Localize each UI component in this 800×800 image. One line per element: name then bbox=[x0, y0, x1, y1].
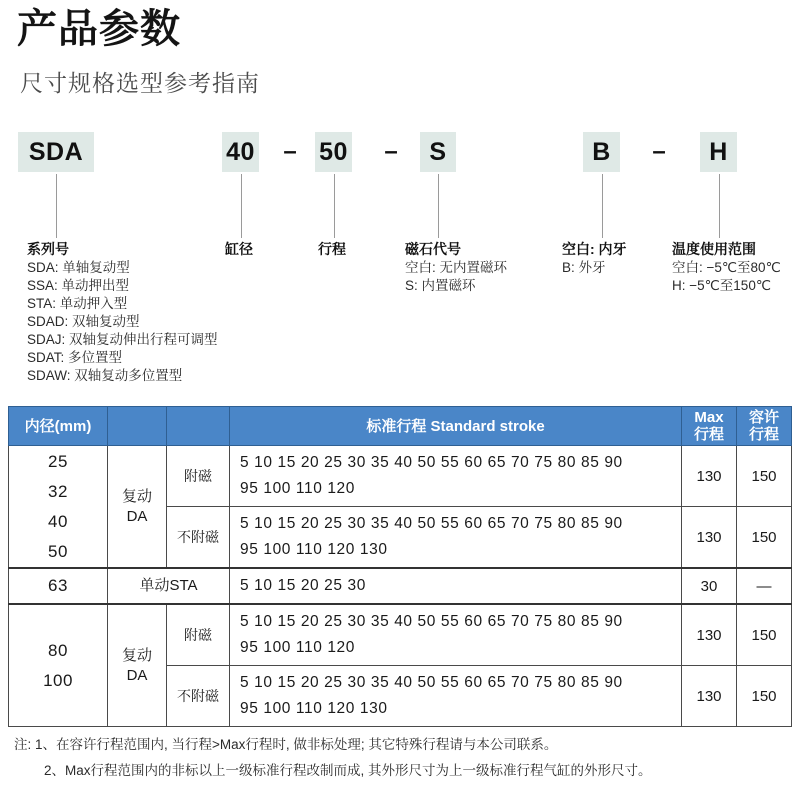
mode-line: 复动 bbox=[121, 487, 152, 505]
cell-max-stroke: 130 bbox=[682, 507, 737, 569]
legend-line: SDA: 单轴复动型 bbox=[27, 260, 130, 275]
footnotes bbox=[14, 732, 794, 784]
stroke-line: 5 10 15 20 25 30 bbox=[240, 577, 366, 594]
cell-max-stroke: 30 bbox=[682, 568, 737, 604]
legend-title: 行程 bbox=[318, 241, 346, 257]
mode-line: 复动 bbox=[121, 646, 152, 664]
legend-line: SSA: 单动押出型 bbox=[27, 278, 130, 293]
mode-line: DA bbox=[126, 507, 148, 525]
cell-max-stroke: 130 bbox=[682, 604, 737, 666]
cell-bore bbox=[9, 604, 108, 727]
table-header-row bbox=[9, 407, 792, 446]
model-code-segment: 50 bbox=[315, 132, 352, 172]
leader-line bbox=[334, 174, 335, 238]
legend-column bbox=[672, 240, 781, 295]
page-subtitle: 尺寸规格选型参考指南 bbox=[20, 70, 260, 96]
col-header-allow-line2: 行程 bbox=[748, 426, 779, 443]
footnote-line: 2、Max行程范围内的非标以上一级标准行程改制而成, 其外形尺寸为上一级标准行程气缸的外形尺寸。 bbox=[44, 763, 652, 778]
cell-magnet: 附磁 bbox=[167, 446, 230, 507]
stroke-spec-table bbox=[8, 406, 792, 727]
cell-allowable-stroke: 150 bbox=[737, 666, 792, 727]
cell-standard-stroke bbox=[230, 568, 682, 604]
legend-line: SDAT: 多位置型 bbox=[27, 350, 123, 365]
mode-line: DA bbox=[126, 666, 148, 684]
model-code-segment: 40 bbox=[222, 132, 259, 172]
cell-standard-stroke bbox=[230, 666, 682, 727]
legend-line: B: 外牙 bbox=[562, 260, 606, 275]
legend-column bbox=[225, 240, 253, 259]
stroke-line: 95 100 110 120 bbox=[240, 480, 355, 497]
bore-value: 100 bbox=[43, 670, 73, 690]
col-header-max-stroke bbox=[682, 407, 737, 446]
legend-line: STA: 单动押入型 bbox=[27, 296, 128, 311]
model-code-segment: H bbox=[700, 132, 737, 172]
leader-line bbox=[602, 174, 603, 238]
stroke-line: 5 10 15 20 25 30 35 40 50 55 60 65 70 75 80 85 90 bbox=[240, 674, 623, 691]
stroke-line: 95 100 110 120 130 bbox=[240, 700, 388, 717]
legend-line: SDAW: 双轴复动多位置型 bbox=[27, 368, 183, 383]
cell-allowable-stroke: 150 bbox=[737, 604, 792, 666]
cell-bore bbox=[9, 446, 108, 569]
page-title: 产品参数 bbox=[17, 7, 181, 51]
cell-allowable-stroke: 150 bbox=[737, 446, 792, 507]
legend-column bbox=[405, 240, 507, 295]
bore-value: 40 bbox=[48, 511, 68, 531]
model-code-segment: SDA bbox=[18, 132, 94, 172]
model-code-segment: B bbox=[583, 132, 620, 172]
col-header-allow-stroke bbox=[737, 407, 792, 446]
col-header-stroke: 标准行程 Standard stroke bbox=[230, 407, 682, 446]
table-row bbox=[9, 604, 792, 666]
col-header-bore: 内径(mm) bbox=[9, 407, 108, 446]
leader-line bbox=[438, 174, 439, 238]
cell-magnet: 附磁 bbox=[167, 604, 230, 666]
stroke-line: 5 10 15 20 25 30 35 40 50 55 60 65 70 75 80 85 90 bbox=[240, 454, 623, 471]
cell-bore bbox=[9, 568, 108, 604]
legend-column bbox=[27, 240, 218, 385]
legend-column bbox=[318, 240, 346, 259]
cell-magnet: 不附磁 bbox=[167, 507, 230, 569]
cell-standard-stroke bbox=[230, 604, 682, 666]
table-body bbox=[9, 446, 792, 727]
cell-standard-stroke bbox=[230, 507, 682, 569]
model-code-dash: – bbox=[283, 138, 297, 165]
cell-allowable-stroke: 150 bbox=[737, 507, 792, 569]
cell-mode bbox=[108, 446, 167, 569]
model-code-dash: – bbox=[652, 138, 666, 165]
table-head bbox=[9, 407, 792, 446]
col-header-allow-line1: 容许 bbox=[748, 409, 779, 426]
model-code-row bbox=[0, 132, 800, 174]
stroke-line: 95 100 110 120 bbox=[240, 639, 355, 656]
bore-value: 63 bbox=[48, 576, 68, 595]
cell-standard-stroke bbox=[230, 446, 682, 507]
bore-value: 80 bbox=[48, 640, 68, 660]
legend-title: 温度使用范围 bbox=[672, 241, 756, 257]
col-header-magnet bbox=[167, 407, 230, 446]
col-header-max-line2: 行程 bbox=[693, 426, 724, 443]
stroke-line: 5 10 15 20 25 30 35 40 50 55 60 65 70 75 80 85 90 bbox=[240, 515, 623, 532]
model-code-legend bbox=[0, 240, 800, 385]
legend-line: H: −5℃至150℃ bbox=[672, 278, 771, 293]
legend-line: 空白: 无内置磁环 bbox=[405, 260, 508, 275]
legend-line: 空白: −5℃至80℃ bbox=[672, 260, 781, 275]
model-code-dash: – bbox=[384, 138, 398, 165]
legend-title: 磁石代号 bbox=[405, 241, 461, 257]
leader-line bbox=[241, 174, 242, 238]
cell-max-stroke: 130 bbox=[682, 446, 737, 507]
bore-value: 50 bbox=[48, 541, 68, 561]
col-header-max-line1: Max bbox=[694, 409, 724, 426]
cell-mode-merged: 单动STA bbox=[108, 568, 230, 604]
table-row bbox=[9, 568, 792, 604]
bore-value: 25 bbox=[48, 451, 68, 471]
legend-column bbox=[562, 240, 627, 277]
legend-title: 缸径 bbox=[225, 241, 253, 257]
legend-line: SDAJ: 双轴复动伸出行程可调型 bbox=[27, 332, 218, 347]
bore-value: 32 bbox=[48, 481, 68, 501]
stroke-line: 5 10 15 20 25 30 35 40 50 55 60 65 70 75 80 85 90 bbox=[240, 613, 623, 630]
col-header-mode bbox=[108, 407, 167, 446]
legend-line: S: 内置磁环 bbox=[405, 278, 476, 293]
cell-mode bbox=[108, 604, 167, 727]
legend-title: 空白: 内牙 bbox=[562, 241, 627, 257]
table-row bbox=[9, 446, 792, 507]
model-code-segment: S bbox=[420, 132, 456, 172]
leader-line bbox=[719, 174, 720, 238]
footnote-line: 注: 1、在容许行程范围内, 当行程>Max行程时, 做非标处理; 其它特殊行程请与本公司联系。 bbox=[14, 737, 558, 752]
cell-allowable-stroke: — bbox=[737, 568, 792, 604]
stroke-line: 95 100 110 120 130 bbox=[240, 541, 388, 558]
legend-title: 系列号 bbox=[27, 241, 69, 257]
legend-line: SDAD: 双轴复动型 bbox=[27, 314, 140, 329]
leader-line bbox=[56, 174, 57, 238]
cell-max-stroke: 130 bbox=[682, 666, 737, 727]
cell-magnet: 不附磁 bbox=[167, 666, 230, 727]
